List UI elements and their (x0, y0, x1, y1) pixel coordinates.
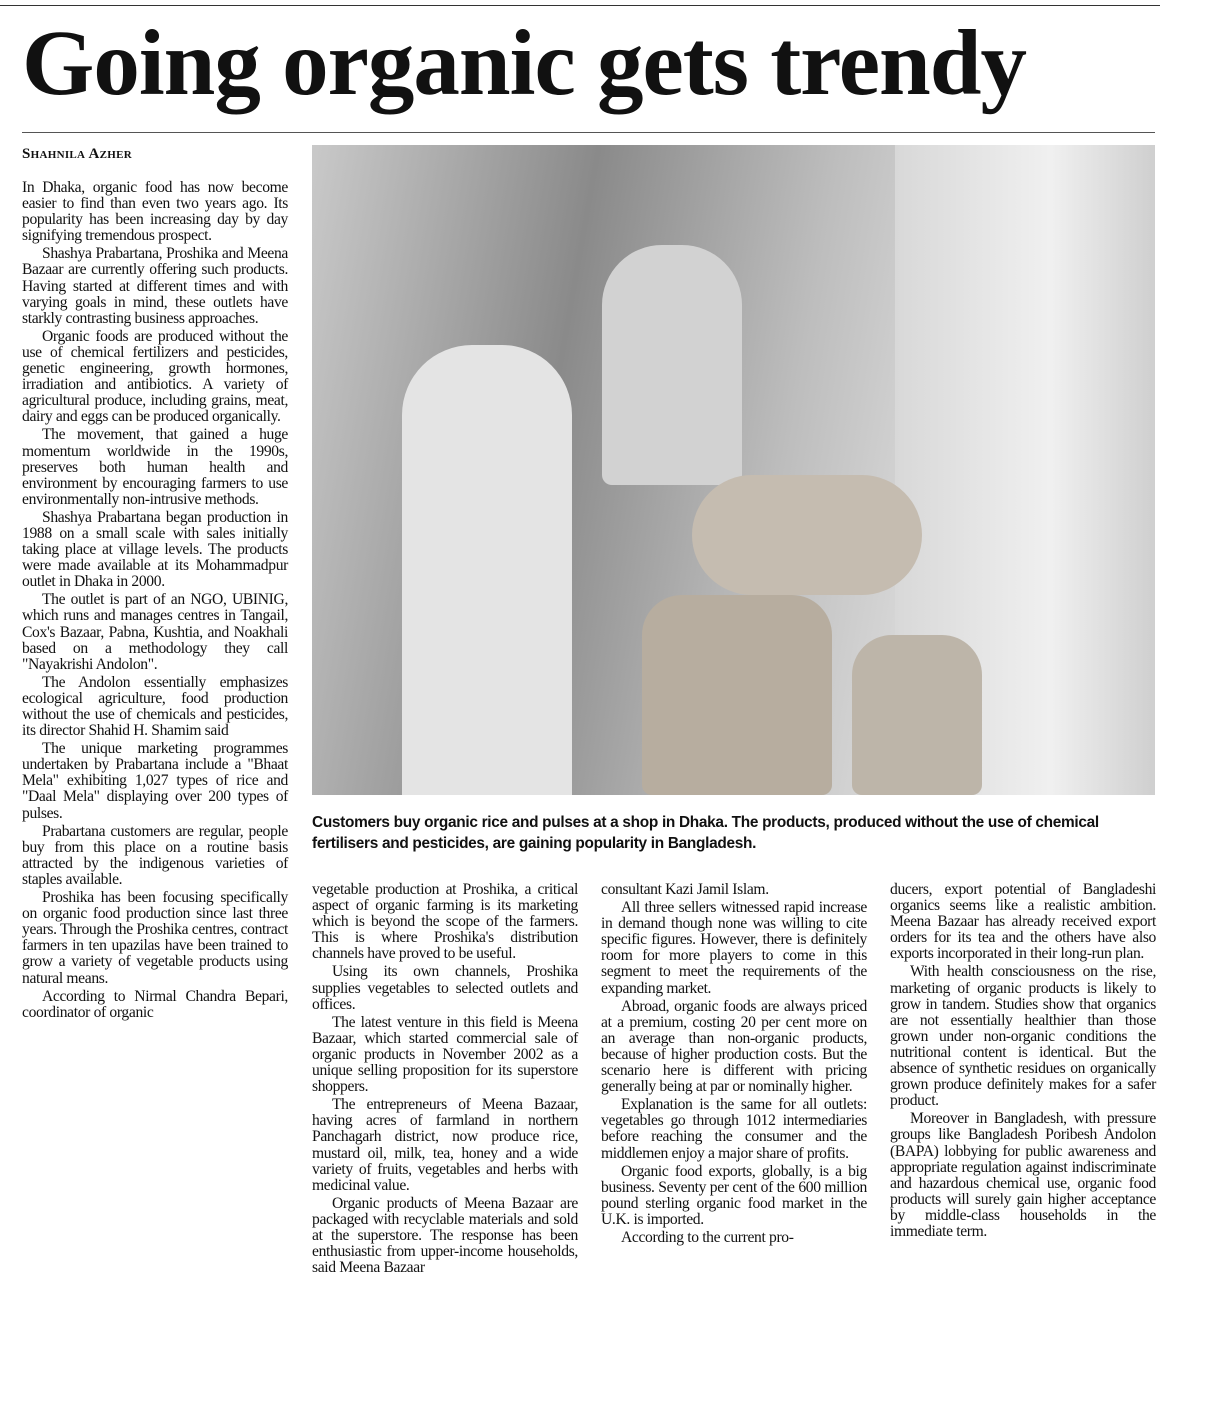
photo-caption: Customers buy organic rice and pulses at a shop in Dhaka. The products, produced without the use of chemical fertilisers and pesticides, are gaining popularity in Bangladesh. (312, 814, 1099, 852)
paragraph: Abroad, organic foods are always priced at a premium, costing 20 per cent more on an average than non-organic products, because of higher production costs. But the scenario here is different with pricing generally being at par or nominally higher. (601, 997, 867, 1096)
paragraph: Shashya Prabartana began production in 1988 on a small scale with sales initially taking place at village levels. The products were made available at its Mohammadpur outlet in Dhaka in 2000. (22, 508, 288, 591)
top-rule (0, 5, 1160, 6)
paragraph: According to Nirmal Chandra Bepari, coordinator of organic (22, 987, 288, 1021)
paragraph: Organic foods are produced without the use of chemical fertilizers and pesticides, genetic engineering, growth hormones, irradiation and antibiotics. A variety of agricultural produce, including grains, meat, dairy and eggs can be produced organically. (22, 327, 288, 426)
article-column-3 (601, 882, 867, 1248)
paragraph: The outlet is part of an NGO, UBINIG, which runs and manages centres in Tangail, Cox's Bazaar, Pabna, Kushtia, and Noakhali based on a methodology they call "Nayakrishi Andolon". (22, 591, 288, 673)
paragraph: With health consciousness on the rise, marketing of organic products is likely to grow in tandem. Studies show that organics are not essentially healthier than those grown under non-organic conditions the nutritional content is identical. But the absence of synthetic residues on organically grown produce definitely makes for a safer product. (890, 963, 1156, 1110)
article-column-2 (312, 882, 578, 1278)
photo-person (402, 345, 572, 795)
paragraph: Explanation is the same for all outlets: vegetables go through 1012 intermediaries before reaching the consumer and the middlemen enjoy a major share of profits. (601, 1096, 867, 1162)
photo-person (602, 245, 742, 485)
paragraph: Shashya Prabartana, Proshika and Meena Bazaar are currently offering such products. Having started at different times and with varying goals in mind, these outlets have starkly contrasting business approaches. (22, 245, 288, 327)
paragraph: Organic products of Meena Bazaar are packaged with recyclable materials and sold at the superstore. The response has been enthusiastic from upper-income households, said Meena Bazaar (312, 1194, 578, 1277)
paragraph: ducers, export potential of Bangladeshi organics seems like a realistic ambition. Meena Bazaar has already received export orders for its tea and the others have also exports incorporated in their long-run plan. (890, 881, 1156, 963)
paragraph: Using its own channels, Proshika supplies vegetables to selected outlets and offices. (312, 963, 578, 1013)
headline: Going organic gets trendy (22, 12, 1026, 115)
paragraph: Moreover in Bangladesh, with pressure groups like Bangladesh Poribesh Andolon (BAPA) lobbying for public awareness and appropriate regulation against indiscriminate and hazardous chemical use, organic food products will surely gain higher acceptance by middle-class households in the immediate term. (890, 1110, 1156, 1240)
photo-rice-sack (852, 635, 982, 795)
headline-rule (22, 132, 1155, 133)
article-column-4 (890, 882, 1156, 1242)
paragraph: The movement, that gained a huge momentum worldwide in the 1990s, preserves both human health and environment by encouraging farmers to use environmentally non-intrusive methods. (22, 426, 288, 508)
paragraph: According to the current pro- (621, 1228, 794, 1246)
paragraph: consultant Kazi Jamil Islam. (601, 881, 769, 898)
paragraph: In Dhaka, organic food has now become easier to find than even two years ago. Its popularity has been increasing day by day signifying tremendous prospect. (22, 179, 288, 245)
paragraph: The unique marketing programmes undertaken by Prabartana include a "Bhaat Mela" exhibiting 1,027 types of rice and "Daal Mela" displaying over 200 types of pulses. (22, 740, 288, 822)
paragraph: Proshika has been focusing specifically on organic food production since last three years. Through the Proshika centres, contract farmers in ten upazilas have been trained to grow a variety of vegetable products using natural means. (22, 889, 288, 987)
paragraph: Organic food exports, globally, is a big business. Seventy per cent of the 600 million pound sterling organic food market in the U.K. is imported. (601, 1162, 867, 1228)
byline: Shahnila Azher (22, 146, 133, 162)
photo-organic-shop (312, 145, 1155, 795)
paragraph: The latest venture in this field is Meena Bazaar, which started commercial sale of organic products in November 2002 as a unique selling proposition for its superstore shoppers. (312, 1013, 578, 1096)
paragraph: vegetable production at Proshika, a critical aspect of organic farming is its marketing which is beyond the scope of the farmers. This is where Proshika's distribution channels have proved to be useful. (312, 881, 578, 963)
paragraph: The entrepreneurs of Meena Bazaar, having acres of farmland in northern Panchagarh district, now produce rice, mustard oil, milk, tea, honey and a wide variety of fruits, vegetables and herbs with medicinal value. (312, 1096, 578, 1194)
paragraph: All three sellers witnessed rapid increase in demand though none was willing to cite specific figures. However, there is definitely room for more players to come in this segment to meet the requirements of the expanding market. (601, 899, 867, 997)
paragraph: Prabartana customers are regular, people buy from this place on a routine basis attracted by the indigenous varieties of staples available. (22, 822, 288, 888)
article-column-1 (22, 180, 288, 1023)
photo-rice-sack (642, 595, 832, 795)
photo-rice-sack (692, 475, 922, 595)
paragraph: The Andolon essentially emphasizes ecological agriculture, food production without the use of chemicals and pesticides, its director Shahid H. Shamim said (22, 673, 288, 740)
